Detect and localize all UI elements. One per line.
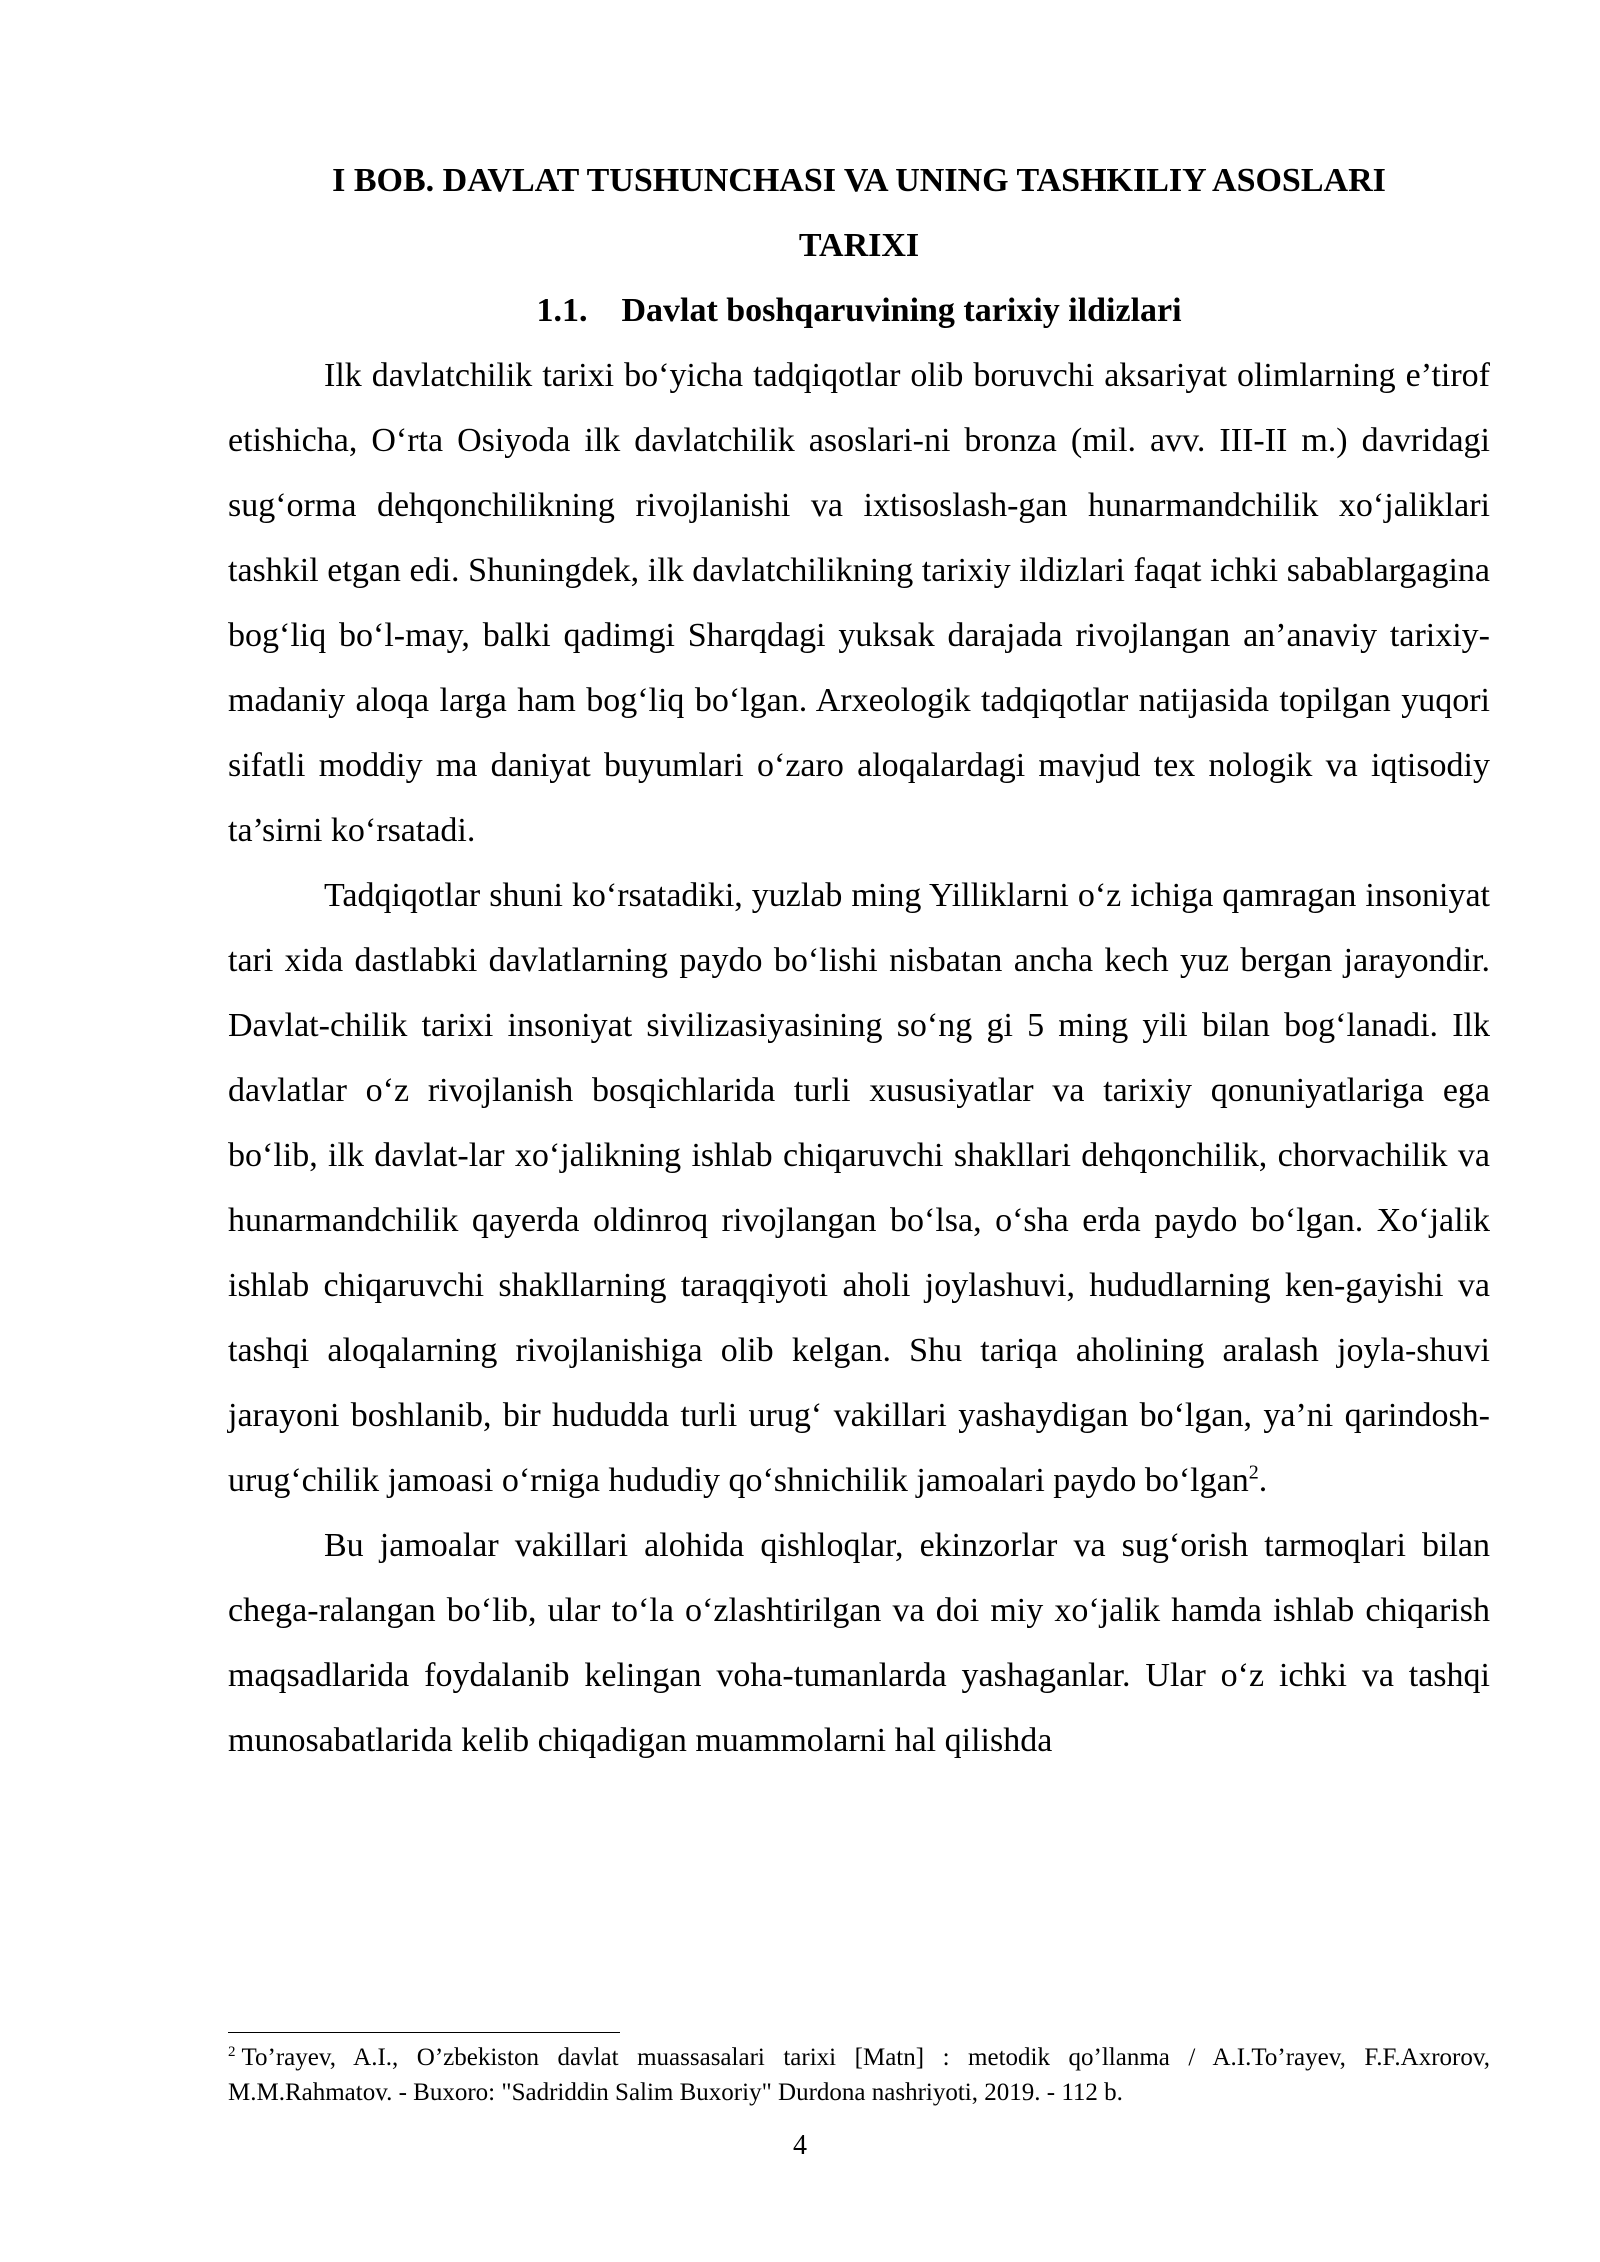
paragraph-1: Ilk davlatchilik tarixi bo‘yicha tadqiqotlar olib boruvchi aksariyat olimlarning e’tirof etishicha, O‘rta Osiyoda ilk davlatchilik asoslari-ni bronza (mil. avv. III-II m.) davridagi sug‘orma dehqonchilikning rivojlanishi va ixtisoslash-gan hunarmandchilik xo‘jaliklari tashkil etgan edi. Shuningdek, ilk davlatchilikning tarixiy ildizlari faqat ichki sabablargagina bog‘liq bo‘l-may, balki qadimgi Sharqdagi yuksak darajada rivojlangan an’anaviy tarixiy-madaniy aloqa larga ham bog‘liq bo‘lgan. Arxeologik tadqiqotlar natijasida topilgan yuqori sifatli moddiy ma daniyat buyumlari o‘zaro aloqalardagi mavjud tex nologik va iqtisodiy ta’sirni ko‘rsatadi. bbox=[228, 357, 1490, 849]
chapter-title bbox=[228, 148, 1490, 278]
page-number: 4 bbox=[793, 2130, 807, 2161]
footnote bbox=[228, 2040, 1490, 2110]
section-title-text: Davlat boshqaruvining tarixiy ildizlari bbox=[621, 292, 1182, 329]
page-body bbox=[228, 148, 1490, 1773]
footnote-reference[interactable]: 2 bbox=[1248, 1461, 1259, 1484]
section-number: 1.1. bbox=[536, 292, 588, 329]
paragraph-2 bbox=[228, 863, 1490, 1513]
paragraph-2-text: Tadqiqotlar shuni ko‘rsatadiki, yuzlab ming Yilliklarni o‘z ichiga qamragan insoniyat tari xida dastlabki davlatlarning paydo bo‘lishi nisbatan ancha kech yuz bergan jarayondir. Davlat-chilik tarixi insoniyat sivilizasiyasining so‘ng gi 5 ming yili bilan bog‘lanadi. Ilk davlatlar o‘z rivojlanish bosqichlarida turli xususiyatlar va tarixiy qonuniyatlariga ega bo‘lib, ilk davlat-lar xo‘jalikning ishlab chiqaruvchi shakllari dehqonchilik, chorvachilik va hunarmandchilik qayerda oldinroq rivojlangan bo‘lsa, o‘sha erda paydo bo‘lgan. Xo‘jalik ishlab chiqaruvchi shakllarning taraqqiyoti aholi joylashuvi, hududlarning ken-gayishi va tashqi aloqalarning rivojlanishiga olib kelgan. Shu tariqa aholining aralash joyla-shuvi jarayoni boshlanib, bir hududda turli urug‘ vakillari yashaydigan bo‘lgan, ya’ni qarindosh-urug‘chilik jamoasi o‘rniga hududiy qo‘shnichilik jamoalari paydo bo‘lgan bbox=[228, 877, 1490, 1499]
section-title bbox=[228, 278, 1490, 343]
footnote-text: To’rayev, A.I., O’zbekiston davlat muassasalari tarixi [Matn] : metodik qo’llanma / A.I.To’rayev, F.F.Axrorov, M.M.Rahmatov. - Buxoro: "Sadriddin Salim Buxoriy" Durdona nashriyoti, 2019. - 112 b. bbox=[228, 2044, 1490, 2106]
footnote-separator bbox=[228, 2032, 620, 2033]
footnote-marker: 2 bbox=[228, 2043, 236, 2060]
chapter-title-line-2: TARIXI bbox=[798, 227, 920, 264]
paragraph-3: Bu jamoalar vakillari alohida qishloqlar, ekinzorlar va sug‘orish tarmoqlari bilan chega-ralangan bo‘lib, ular to‘la o‘zlashtirilgan va doi miy xo‘jalik hamda ishlab chiqarish maqsadlarida foydalanib kelingan voha-tumanlarda yashaganlar. Ular o‘z ichki va tashqi munosabatlarida kelib chiqadigan muammolarni hal qilishda bbox=[228, 1527, 1490, 1759]
chapter-title-line-1: I BOB. DAVLAT TUSHUNCHASI VA UNING TASHKILIY ASOSLARI bbox=[332, 162, 1386, 199]
paragraph-2-end: . bbox=[1258, 1462, 1268, 1499]
